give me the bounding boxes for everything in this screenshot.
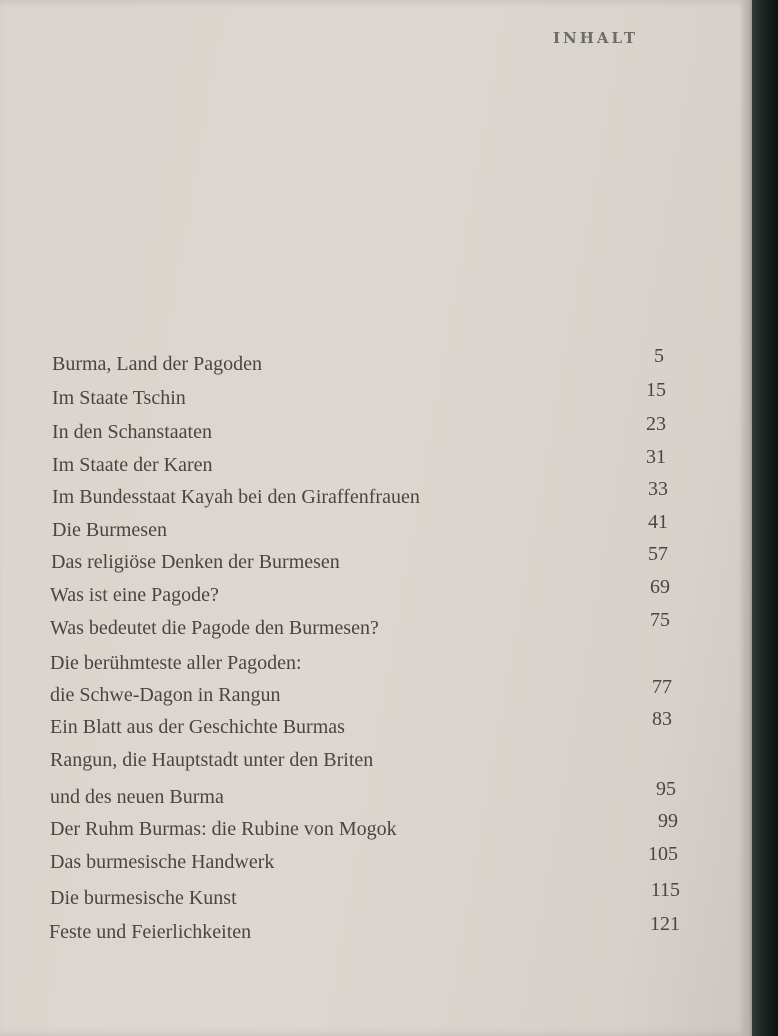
toc-entry-title: Im Bundesstaat Kayah bei den Giraffenfrauen <box>52 486 420 508</box>
toc-entry-page: 69 <box>650 576 670 598</box>
toc-entry-title: Ein Blatt aus der Geschichte Burmas <box>50 716 345 738</box>
toc-entry-title: Im Staate Tschin <box>52 387 186 409</box>
toc-entry-title: Das burmesische Handwerk <box>50 851 275 873</box>
toc-entry-page: 31 <box>646 446 666 468</box>
page-header: INHALT <box>553 29 639 47</box>
toc-entry-title: Feste und Feierlichkeiten <box>49 921 252 943</box>
toc-entry-title: Was bedeutet die Pagode den Burmesen? <box>50 617 379 639</box>
toc-entry-page: 99 <box>658 810 678 832</box>
toc-entry-page: 105 <box>648 843 678 865</box>
toc-entry-title: Das religiöse Denken der Burmesen <box>51 551 340 573</box>
toc-entry-title: Die berühmteste aller Pagoden: <box>50 652 302 674</box>
toc-entry-title: In den Schanstaaten <box>52 421 212 443</box>
toc-entry-title: Die Burmesen <box>52 519 167 541</box>
toc-entry-page: 41 <box>648 511 668 533</box>
toc-entry-title: Der Ruhm Burmas: die Rubine von Mogok <box>50 818 397 840</box>
toc-entry-title: Burma, Land der Pagoden <box>52 353 262 375</box>
toc-entry-title: Die burmesische Kunst <box>50 887 237 909</box>
toc-entry-page: 75 <box>650 609 670 631</box>
toc-entry-page: 95 <box>656 778 676 800</box>
toc-entry-page: 57 <box>648 543 668 565</box>
toc-entry-page: 83 <box>652 708 672 730</box>
toc-entry-title: Was ist eine Pagode? <box>50 584 219 606</box>
toc-entry-page: 33 <box>648 478 668 500</box>
toc-entry-title: und des neuen Burma <box>50 786 224 808</box>
toc-entry-page: 121 <box>650 913 680 935</box>
toc-entry-title: Rangun, die Hauptstadt unter den Briten <box>50 749 374 771</box>
toc-entry-page: 77 <box>652 676 672 698</box>
toc-entry-page: 115 <box>650 879 680 901</box>
toc-entry-page: 15 <box>646 379 666 401</box>
toc-entry-title: die Schwe-Dagon in Rangun <box>50 684 281 706</box>
toc-entry-page: 5 <box>654 345 664 367</box>
book-spine <box>752 0 778 1036</box>
toc-entry-page: 23 <box>646 413 666 435</box>
toc-entry-title: Im Staate der Karen <box>52 454 213 476</box>
